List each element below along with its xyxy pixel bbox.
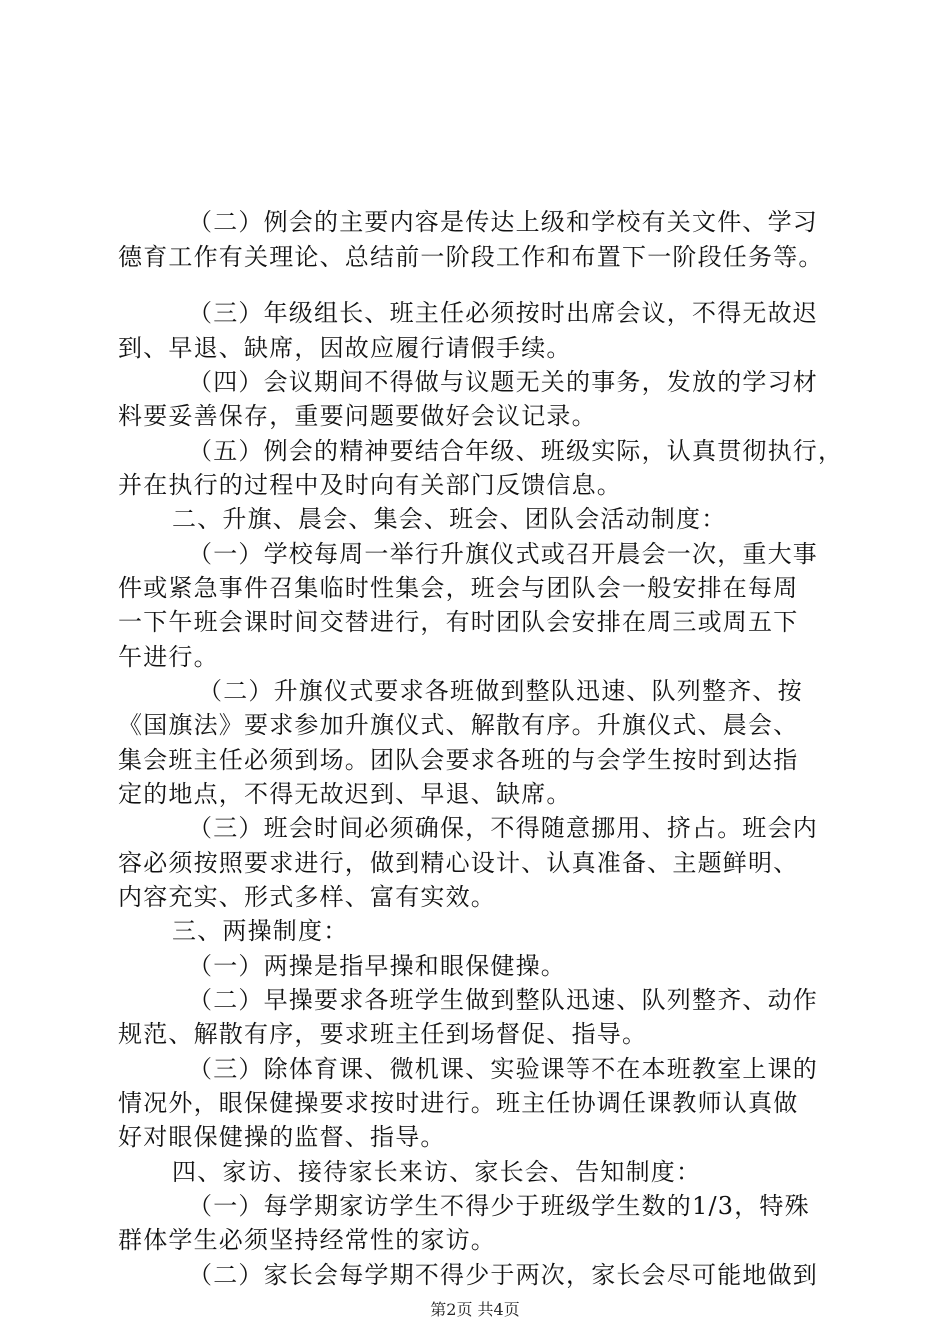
text-line: 到、早退、缺席，因故应履行请假手续。: [118, 334, 572, 362]
text-line: （二）升旗仪式要求各班做到整队迅速、队列整齐、按: [198, 677, 803, 705]
text-line: 内容充实、形式多样、富有实效。: [118, 883, 496, 911]
text-line: 并在执行的过程中及时向有关部门反馈信息。: [118, 471, 622, 499]
section-heading: 二、升旗、晨会、集会、班会、团队会活动制度：: [172, 505, 727, 533]
text-line: （五）例会的精神要结合年级、班级实际，认真贯彻执行，: [188, 437, 844, 465]
text-line: （二）例会的主要内容是传达上级和学校有关文件、学习: [188, 208, 818, 236]
section-heading: 四、家访、接待家长来访、家长会、告知制度：: [172, 1158, 702, 1186]
text-line: 午进行。: [118, 643, 219, 671]
text-line: （四）会议期间不得做与议题无关的事务，发放的学习材: [188, 368, 818, 396]
text-line: 一下午班会课时间交替进行，有时团队会安排在周三或周五下: [118, 608, 799, 636]
text-line: （二）家长会每学期不得少于两次，家长会尽可能地做到: [188, 1261, 818, 1289]
page-number-footer: 第2页 共4页: [430, 1300, 520, 1319]
text-line: 件或紧急事件召集临时性集会，班会与团队会一般安排在每周: [118, 574, 799, 602]
section-heading: 三、两操制度：: [172, 917, 349, 945]
text-line: （三）班会时间必须确保，不得随意挪用、挤占。班会内: [188, 814, 818, 842]
text-line: 群体学生必须坚持经常性的家访。: [118, 1226, 496, 1254]
text-line: （一）两操是指早操和眼保健操。: [188, 952, 566, 980]
text-line: （三）年级组长、班主任必须按时出席会议，不得无故迟: [188, 299, 818, 327]
text-line: 德育工作有关理论、总结前一阶段工作和布置下一阶段任务等。: [118, 243, 824, 271]
text-line: （三）除体育课、微机课、实验课等不在本班教室上课的: [188, 1055, 818, 1083]
text-line: （一）学校每周一举行升旗仪式或召开晨会一次，重大事: [188, 540, 818, 568]
text-line: 料要妥善保存，重要问题要做好会议记录。: [118, 402, 597, 430]
text-line: 《国旗法》要求参加升旗仪式、解散有序。升旗仪式、晨会、: [118, 711, 799, 739]
text-line: 容必须按照要求进行，做到精心设计、认真准备、主题鲜明、: [118, 849, 799, 877]
text-line: （一）每学期家访学生不得少于班级学生数的1/3，特殊: [188, 1192, 810, 1220]
text-line: 规范、解散有序，要求班主任到场督促、指导。: [118, 1020, 648, 1048]
text-line: （二）早操要求各班学生做到整队迅速、队列整齐、动作: [188, 986, 818, 1014]
text-line: 好对眼保健操的监督、指导。: [118, 1123, 446, 1151]
text-line: 情况外，眼保健操要求按时进行。班主任协调任课教师认真做: [118, 1089, 799, 1117]
text-line: 集会班主任必须到场。团队会要求各班的与会学生按时到达指: [118, 746, 799, 774]
text-line: 定的地点，不得无故迟到、早退、缺席。: [118, 780, 572, 808]
